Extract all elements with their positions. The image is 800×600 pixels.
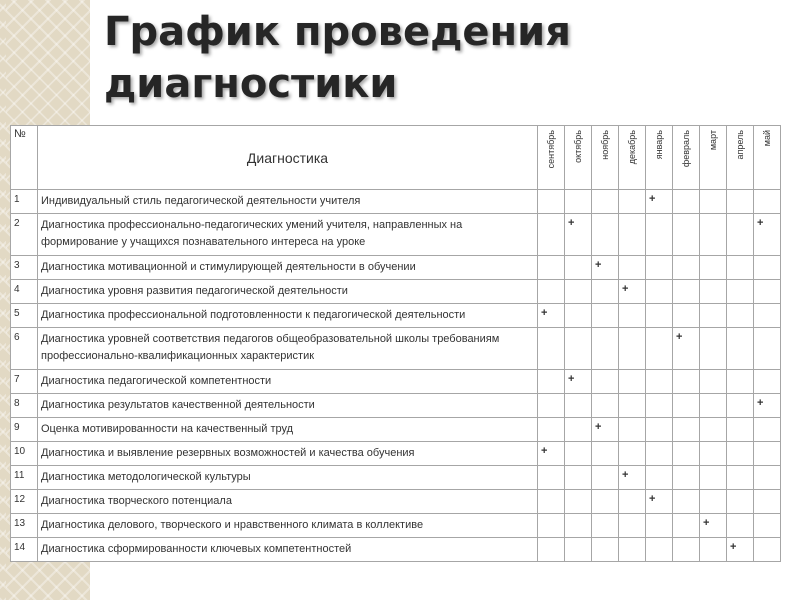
schedule-cell: [700, 466, 727, 490]
row-diagnostic-text: Диагностика уровней соответствия педагогов общеобразовательной школы требованиям профессионально-квалификационных характеристик: [38, 328, 538, 370]
schedule-cell: [592, 394, 619, 418]
table-row: [11, 370, 781, 394]
schedule-cell: [700, 418, 727, 442]
schedule-cell: [727, 418, 754, 442]
schedule-cell: [727, 466, 754, 490]
schedule-mark: +: [565, 370, 592, 394]
row-diagnostic-text: Диагностика педагогической компетентности: [38, 370, 538, 394]
page-title: [104, 6, 764, 110]
schedule-cell: [646, 370, 673, 394]
table-row: [11, 538, 781, 562]
schedule-cell: [592, 304, 619, 328]
schedule-cell: [727, 370, 754, 394]
row-diagnostic-text: Диагностика творческого потенциала: [38, 490, 538, 514]
schedule-cell: [565, 418, 592, 442]
schedule-cell: [592, 328, 619, 370]
row-diagnostic-text: Диагностика профессионально-педагогических умений учителя, направленных на формирование у учащихся познавательного интереса на уроке: [38, 214, 538, 256]
schedule-cell: [700, 256, 727, 280]
row-diagnostic-text: Диагностика мотивационной и стимулирующей деятельности в обучении: [38, 256, 538, 280]
schedule-cell: [565, 514, 592, 538]
schedule-mark: +: [727, 538, 754, 562]
schedule-cell: [565, 490, 592, 514]
schedule-table-container: [10, 125, 780, 562]
header-month-2: [592, 126, 619, 190]
header-month-8: [754, 126, 781, 190]
schedule-cell: [592, 280, 619, 304]
schedule-cell: [538, 190, 565, 214]
header-month-1: [565, 126, 592, 190]
row-diagnostic-text: Диагностика делового, творческого и нравственного климата в коллективе: [38, 514, 538, 538]
schedule-cell: [700, 190, 727, 214]
schedule-mark: +: [646, 190, 673, 214]
schedule-cell: [700, 370, 727, 394]
row-diagnostic-text: Диагностика сформированности ключевых компетентностей: [38, 538, 538, 562]
header-month-label: май: [762, 130, 772, 147]
header-month-6: [700, 126, 727, 190]
row-diagnostic-text: Диагностика и выявление резервных возможностей и качества обучения: [38, 442, 538, 466]
schedule-cell: [538, 328, 565, 370]
schedule-cell: [619, 514, 646, 538]
schedule-cell: [619, 370, 646, 394]
table-row: [11, 328, 781, 370]
schedule-cell: [538, 256, 565, 280]
row-number: 12: [11, 490, 38, 514]
header-month-4: [646, 126, 673, 190]
row-number: 3: [11, 256, 38, 280]
schedule-cell: [673, 394, 700, 418]
schedule-cell: [619, 418, 646, 442]
schedule-cell: [673, 490, 700, 514]
page-title-line-2: диагностики: [104, 61, 398, 107]
schedule-cell: [538, 418, 565, 442]
schedule-mark: +: [700, 514, 727, 538]
schedule-cell: [646, 514, 673, 538]
schedule-mark: +: [592, 256, 619, 280]
schedule-cell: [727, 304, 754, 328]
schedule-cell: [619, 442, 646, 466]
schedule-cell: [727, 190, 754, 214]
schedule-mark: +: [754, 214, 781, 256]
schedule-table: [10, 125, 781, 562]
row-number: 8: [11, 394, 38, 418]
schedule-cell: [592, 514, 619, 538]
schedule-cell: [646, 280, 673, 304]
schedule-cell: [538, 280, 565, 304]
header-month-label: декабрь: [627, 130, 637, 165]
header-month-3: [619, 126, 646, 190]
schedule-cell: [727, 256, 754, 280]
row-number: 4: [11, 280, 38, 304]
row-diagnostic-text: Диагностика профессиональной подготовленности к педагогической деятельности: [38, 304, 538, 328]
header-number: №: [11, 126, 38, 190]
schedule-mark: +: [754, 394, 781, 418]
table-row: [11, 280, 781, 304]
schedule-cell: [700, 394, 727, 418]
schedule-mark: +: [619, 466, 646, 490]
schedule-cell: [619, 304, 646, 328]
header-month-0: [538, 126, 565, 190]
row-number: 5: [11, 304, 38, 328]
row-number: 14: [11, 538, 38, 562]
schedule-cell: [646, 466, 673, 490]
schedule-cell: [727, 280, 754, 304]
schedule-cell: [700, 490, 727, 514]
row-number: 2: [11, 214, 38, 256]
schedule-cell: [727, 490, 754, 514]
table-row: [11, 304, 781, 328]
schedule-cell: [538, 490, 565, 514]
schedule-mark: +: [646, 490, 673, 514]
schedule-cell: [565, 256, 592, 280]
schedule-cell: [538, 538, 565, 562]
schedule-cell: [727, 394, 754, 418]
schedule-cell: [754, 280, 781, 304]
schedule-cell: [727, 442, 754, 466]
schedule-cell: [700, 328, 727, 370]
schedule-cell: [565, 466, 592, 490]
header-month-label: апрель: [735, 130, 745, 160]
header-month-7: [727, 126, 754, 190]
schedule-cell: [619, 328, 646, 370]
schedule-cell: [646, 442, 673, 466]
row-diagnostic-text: Индивидуальный стиль педагогической деятельности учителя: [38, 190, 538, 214]
table-row: [11, 442, 781, 466]
header-month-label: февраль: [681, 130, 691, 168]
schedule-cell: [673, 256, 700, 280]
schedule-cell: [592, 442, 619, 466]
schedule-cell: [646, 256, 673, 280]
row-diagnostic-text: Диагностика результатов качественной деятельности: [38, 394, 538, 418]
schedule-cell: [538, 466, 565, 490]
schedule-mark: +: [673, 328, 700, 370]
schedule-cell: [619, 490, 646, 514]
schedule-cell: [619, 190, 646, 214]
schedule-cell: [646, 304, 673, 328]
header-month-label: октябрь: [573, 130, 583, 163]
schedule-cell: [700, 304, 727, 328]
schedule-cell: [727, 514, 754, 538]
table-row: [11, 490, 781, 514]
page-title-line-1: График проведения: [104, 9, 571, 55]
schedule-cell: [727, 328, 754, 370]
table-row: [11, 514, 781, 538]
schedule-cell: [754, 304, 781, 328]
schedule-cell: [565, 328, 592, 370]
schedule-cell: [565, 280, 592, 304]
header-month-5: [673, 126, 700, 190]
schedule-cell: [565, 190, 592, 214]
schedule-cell: [646, 394, 673, 418]
schedule-cell: [754, 370, 781, 394]
schedule-cell: [538, 214, 565, 256]
schedule-cell: [592, 370, 619, 394]
row-number: 1: [11, 190, 38, 214]
schedule-cell: [646, 418, 673, 442]
schedule-cell: [673, 538, 700, 562]
table-row: [11, 190, 781, 214]
schedule-cell: [538, 514, 565, 538]
row-number: 10: [11, 442, 38, 466]
schedule-cell: [619, 214, 646, 256]
row-number: 9: [11, 418, 38, 442]
schedule-cell: [565, 394, 592, 418]
schedule-cell: [673, 418, 700, 442]
schedule-cell: [538, 370, 565, 394]
schedule-cell: [619, 394, 646, 418]
table-row: [11, 466, 781, 490]
table-body: [11, 190, 781, 562]
schedule-cell: [700, 280, 727, 304]
schedule-mark: +: [619, 280, 646, 304]
table-row: [11, 418, 781, 442]
row-diagnostic-text: Диагностика уровня развития педагогической деятельности: [38, 280, 538, 304]
schedule-cell: [754, 514, 781, 538]
schedule-cell: [538, 394, 565, 418]
schedule-cell: [754, 190, 781, 214]
header-month-label: январь: [654, 130, 664, 160]
table-row: [11, 394, 781, 418]
schedule-cell: [673, 514, 700, 538]
schedule-cell: [592, 490, 619, 514]
row-number: 7: [11, 370, 38, 394]
schedule-cell: [754, 466, 781, 490]
schedule-cell: [565, 538, 592, 562]
schedule-cell: [754, 328, 781, 370]
schedule-cell: [673, 370, 700, 394]
header-month-label: сентябрь: [546, 130, 556, 169]
schedule-cell: [754, 538, 781, 562]
schedule-cell: [592, 538, 619, 562]
schedule-cell: [592, 190, 619, 214]
schedule-cell: [727, 214, 754, 256]
schedule-mark: +: [538, 442, 565, 466]
schedule-cell: [565, 442, 592, 466]
header-diagnostics: Диагностика: [38, 126, 538, 190]
header-month-label: март: [708, 130, 718, 151]
table-row: [11, 256, 781, 280]
schedule-cell: [673, 280, 700, 304]
schedule-cell: [673, 190, 700, 214]
schedule-cell: [673, 466, 700, 490]
schedule-cell: [700, 538, 727, 562]
schedule-cell: [646, 538, 673, 562]
schedule-cell: [700, 442, 727, 466]
schedule-cell: [592, 214, 619, 256]
schedule-mark: +: [592, 418, 619, 442]
row-number: 11: [11, 466, 38, 490]
schedule-mark: +: [538, 304, 565, 328]
row-number: 13: [11, 514, 38, 538]
table-header-row: [11, 126, 781, 190]
row-number: 6: [11, 328, 38, 370]
table-row: [11, 214, 781, 256]
schedule-cell: [619, 538, 646, 562]
schedule-cell: [565, 304, 592, 328]
schedule-cell: [592, 466, 619, 490]
schedule-cell: [754, 256, 781, 280]
schedule-cell: [646, 214, 673, 256]
row-diagnostic-text: Диагностика методологической культуры: [38, 466, 538, 490]
schedule-cell: [673, 442, 700, 466]
schedule-cell: [754, 418, 781, 442]
schedule-cell: [619, 256, 646, 280]
schedule-cell: [700, 214, 727, 256]
row-diagnostic-text: Оценка мотивированности на качественный труд: [38, 418, 538, 442]
schedule-cell: [754, 442, 781, 466]
schedule-mark: +: [565, 214, 592, 256]
schedule-cell: [754, 490, 781, 514]
schedule-cell: [646, 328, 673, 370]
schedule-cell: [673, 304, 700, 328]
schedule-cell: [673, 214, 700, 256]
header-month-label: ноябрь: [600, 130, 610, 160]
